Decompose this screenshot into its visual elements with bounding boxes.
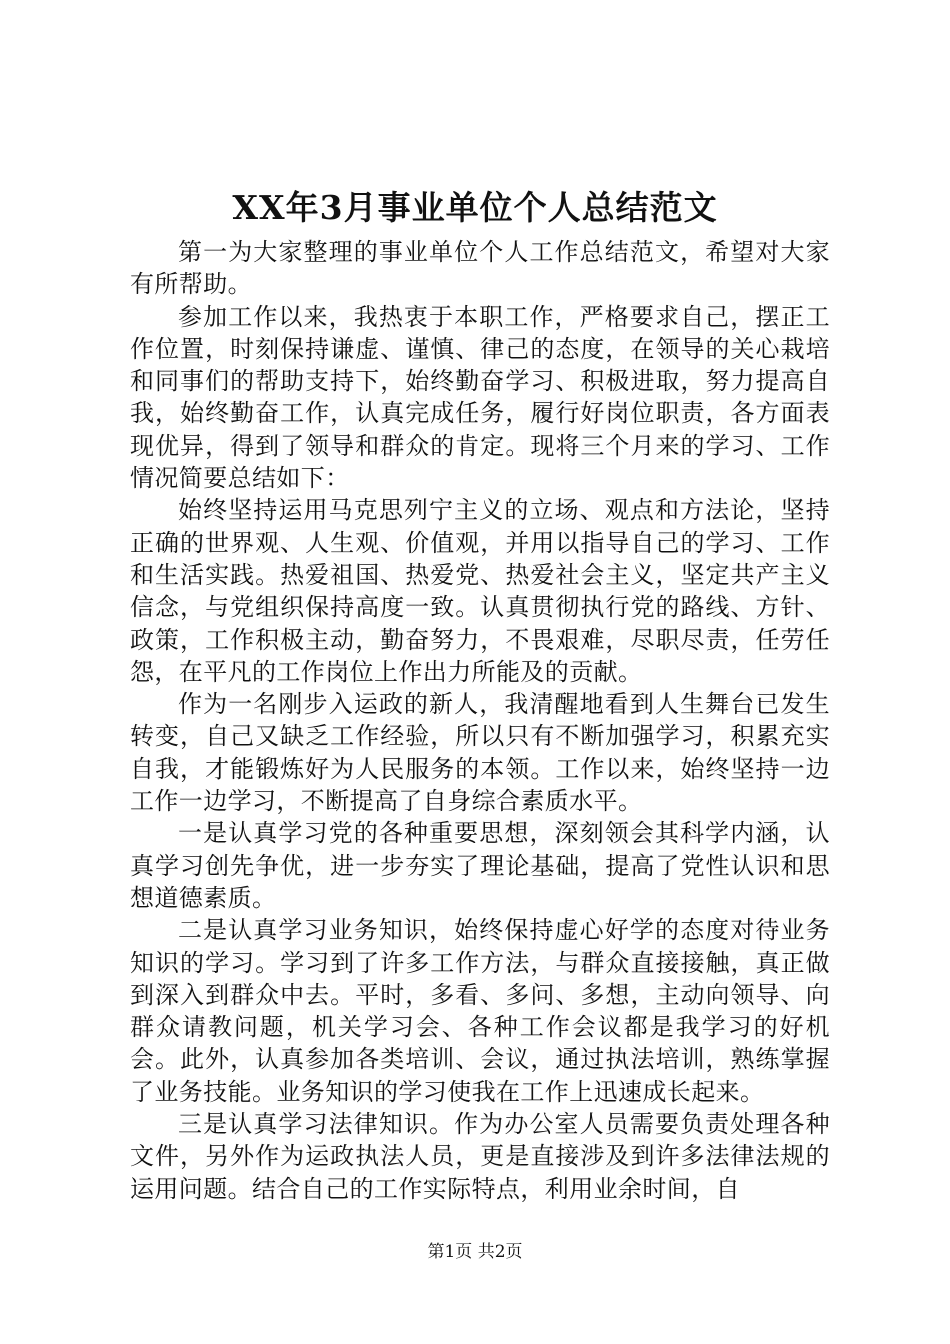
document-title: XX年3月事业单位个人总结范文 bbox=[232, 188, 718, 227]
paragraph-overview: 参加工作以来，我热衷于本职工作，严格要求自己，摆正工作位置，时刻保持谦虚、谨慎、律己的态度，在领导的关心栽培和同事们的帮助支持下，始终勤奋学习、积极进取，努力提高自我，始终勤奋工作，认真完成任务，履行好岗位职责，各方面表现优异，得到了领导和群众的肯定。现将三个月来的学习、工作情况简要总结如下： bbox=[130, 302, 830, 493]
paragraph-point-one: 一是认真学习党的各种重要思想，深刻领会其科学内涵，认真学习创先争优，进一步夯实了理论基础，提高了党性认识和思想道德素质。 bbox=[130, 819, 830, 912]
paragraph-point-three: 三是认真学习法律知识。作为办公室人员需要负责处理各种文件，另外作为运政执法人员，更是直接涉及到许多法律法规的运用问题。结合自己的工作实际特点，利用业余时间，自 bbox=[130, 1110, 830, 1203]
document-body bbox=[130, 236, 830, 1205]
page-footer bbox=[0, 1240, 950, 1264]
paragraph-ideology: 始终坚持运用马克思列宁主义的立场、观点和方法论，坚持正确的世界观、人生观、价值观，并用以指导自己的学习、工作和生活实践。热爱祖国、热爱党、热爱社会主义，坚定共产主义信念，与党组织保持高度一致。认真贯彻执行党的路线、方针、政策，工作积极主动，勤奋努力，不畏艰难，尽职尽责，任劳任怨，在平凡的工作岗位上作出力所能及的贡献。 bbox=[130, 496, 830, 686]
paragraph-point-two: 二是认真学习业务知识，始终保持虚心好学的态度对待业务知识的学习。学习到了许多工作方法，与群众直接接触，真正做到深入到群众中去。平时，多看、多问、多想，主动向领导、向群众请教问题，机关学习会、各种工作会议都是我学习的好机会。此外，认真参加各类培训、会议，通过执法培训，熟练掌握了业务技能。业务知识的学习使我在工作上迅速成长起来。 bbox=[130, 916, 830, 1106]
paragraph-intro: 第一为大家整理的事业单位个人工作总结范文，希望对大家有所帮助。 bbox=[130, 238, 830, 299]
paragraph-newcomer: 作为一名刚步入运政的新人，我清醒地看到人生舞台已发生转变，自己又缺乏工作经验，所以只有不断加强学习，积累充实自我，才能锻炼好为人民服务的本领。工作以来，始终坚持一边工作一边学习，不断提高了自身综合素质水平。 bbox=[130, 690, 830, 816]
page-indicator: 第1页 共2页 bbox=[427, 1242, 523, 1262]
